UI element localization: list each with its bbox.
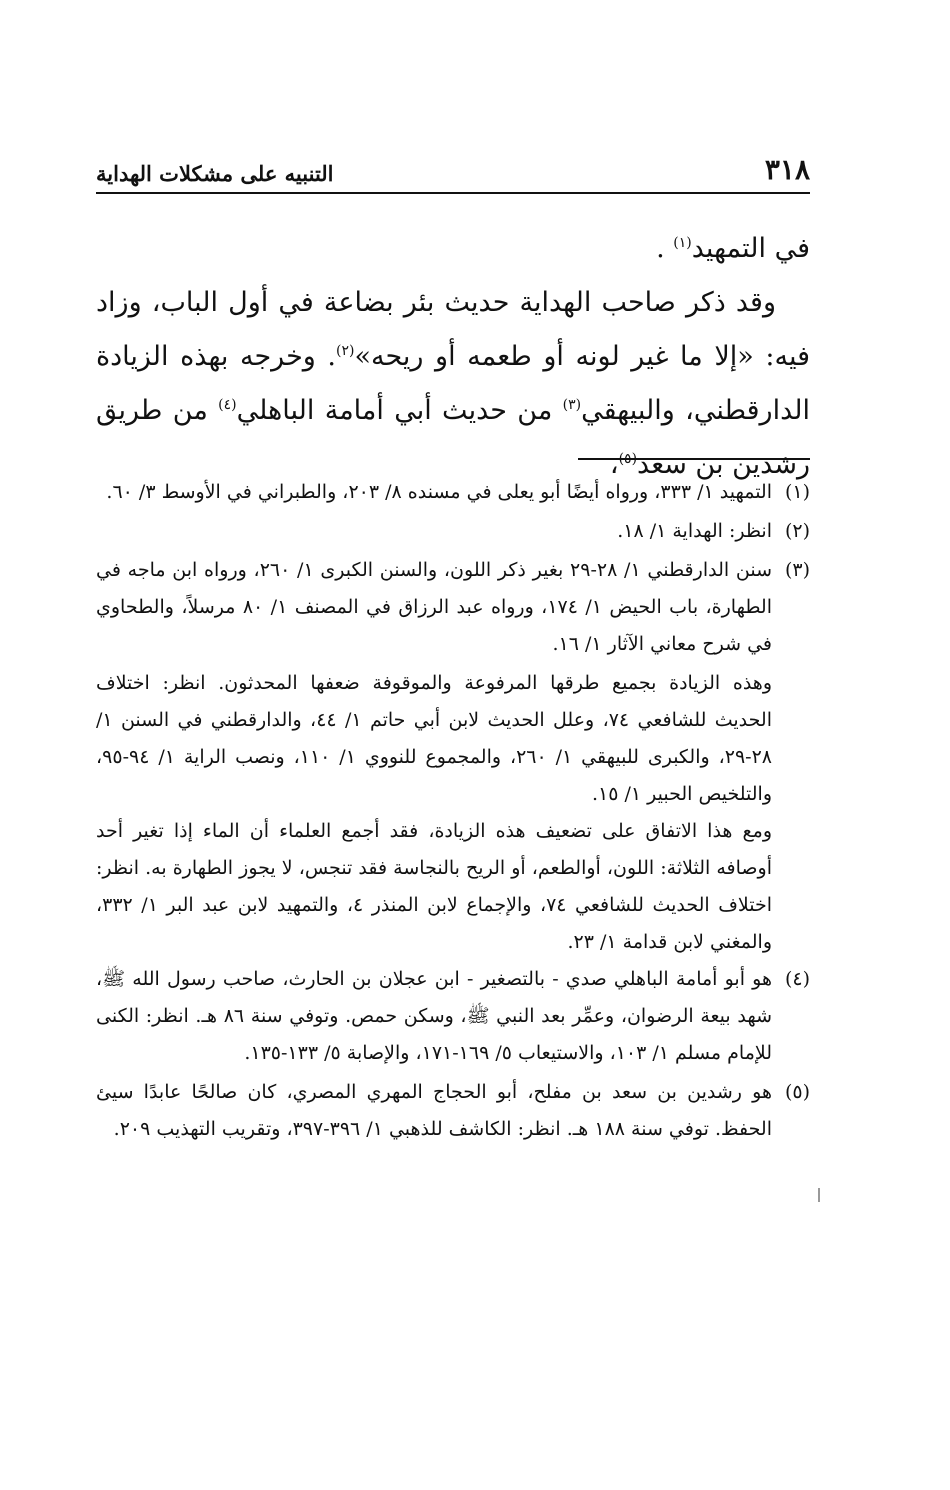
footnote-ref-1: (١) <box>673 235 692 251</box>
footnote-3 <box>96 552 810 663</box>
footnote-ref-3: (٣) <box>562 397 582 413</box>
footnote-ref-4: (٤) <box>218 397 237 413</box>
footnote-number: (٣) <box>784 559 810 581</box>
paragraph-2-part-3: من حديث أبي أمامة الباهلي <box>236 395 563 426</box>
footnote-separator <box>578 458 810 460</box>
footnote-number: (٢) <box>784 520 810 542</box>
page-header <box>96 138 810 194</box>
running-title: التنبيه على مشكلات الهداية <box>96 161 334 186</box>
footnote-number: (٥) <box>784 1081 810 1103</box>
footnote-ref-5: (٥) <box>618 451 638 467</box>
footnote-text: انظر: الهداية ١/ ١٨. <box>617 520 772 542</box>
footnote-1 <box>96 474 810 511</box>
footnote-3-paragraph-2: وهذه الزيادة بجميع طرقها المرفوعة والموقوفة ضعفها المحدثون. انظر: اختلاف الحديث للشافعي ٧٤، وعلل الحديث لابن أبي حاتم ١/ ٤٤، والدارقطني في السنن ١/ ٢٨-٢٩، والكبرى للبيهقي ١/ ٢٦٠، والمجموع للنووي ١/ ١١٠، ونصب الراية ١/ ٩٤-٩٥، والتلخيص الحبير ١/ ١٥. <box>96 672 772 805</box>
footnote-2 <box>96 513 810 550</box>
footnote-text: التمهيد ١/ ٣٣٣، ورواه أيضًا أبو يعلى في مسنده ٨/ ٢٠٣، والطبراني في الأوسط ٣/ ٦٠. <box>106 481 772 503</box>
footnote-3-continuation <box>96 665 772 961</box>
footnotes <box>96 474 810 1150</box>
footnote-5 <box>96 1074 810 1148</box>
footnote-text: هو رشدين بن سعد بن مفلح، أبو الحجاج المهري المصري، كان صالحًا عابدًا سيئ الحفظ. توفي سنة ١٨٨ هـ. انظر: الكاشف للذهبي ١/ ٣٩٦-٣٩٧، وتقريب التهذيب ٢٠٩. <box>96 1081 772 1140</box>
main-text <box>96 222 810 492</box>
footnote-4 <box>96 961 810 1072</box>
paragraph-1-text: في التمهيد <box>691 233 810 264</box>
paragraph-2-part-1: وقد ذكر صاحب الهداية حديث بئر بضاعة في أول الباب، وزاد فيه: «إلا ما غير لونه أو طعمه أو ريحه» <box>96 287 810 372</box>
paragraph-1-tail: . <box>656 233 674 264</box>
page-number: ٣١٨ <box>764 153 810 186</box>
footnote-3-paragraph-3: ومع هذا الاتفاق على تضعيف هذه الزيادة، فقد أجمع العلماء أن الماء إذا تغير أحد أوصافه الثلاثة: اللون، أوالطعم، أو الريح بالنجاسة فقد تنجس، لا يجوز الطهارة به. انظر: اختلاف الحديث للشافعي ٧٤، والإجماع لابن المنذر ٤، والتمهيد لابن عبد البر ١/ ٣٣٢، والمغني لابن قدامة ١/ ٢٣. <box>96 820 772 953</box>
footnote-ref-2: (٢) <box>336 343 355 359</box>
footnote-number: (٤) <box>784 968 810 990</box>
scan-mark <box>818 1188 820 1202</box>
footnote-text: سنن الدارقطني ١/ ٢٨-٢٩ بغير ذكر اللون، والسنن الكبرى ١/ ٢٦٠، ورواه ابن ماجه في الطهارة، باب الحيض ١/ ١٧٤، ورواه عبد الرزاق في المصنف ١/ ٨٠ مرسلاً، والطحاوي في شرح معاني الآثار ١/ ١٦. <box>96 559 772 655</box>
paragraph-2-part-2: . وخرجه بهذه الزيادة الدارقطني، والبيهقي <box>96 341 810 426</box>
footnote-text: هو أبو أمامة الباهلي صدي - بالتصغير - ابن عجلان بن الحارث، صاحب رسول الله ﷺ، شهد بيعة الرضوان، وعمِّر بعد النبي ﷺ، وسكن حمص. وتوفي سنة ٨٦ هـ. انظر: الكنى للإمام مسلم ١/ ١٠٣، والاستيعاب ٥/ ١٦٩-١٧١، والإصابة ٥/ ١٣٣-١٣٥. <box>96 968 772 1064</box>
paragraph-1 <box>96 222 810 276</box>
paragraph-2-part-5: ، <box>609 449 619 480</box>
footnote-number: (١) <box>784 481 810 503</box>
paragraph-2-part-4: من طريق رشدين بن سعد <box>96 395 810 480</box>
